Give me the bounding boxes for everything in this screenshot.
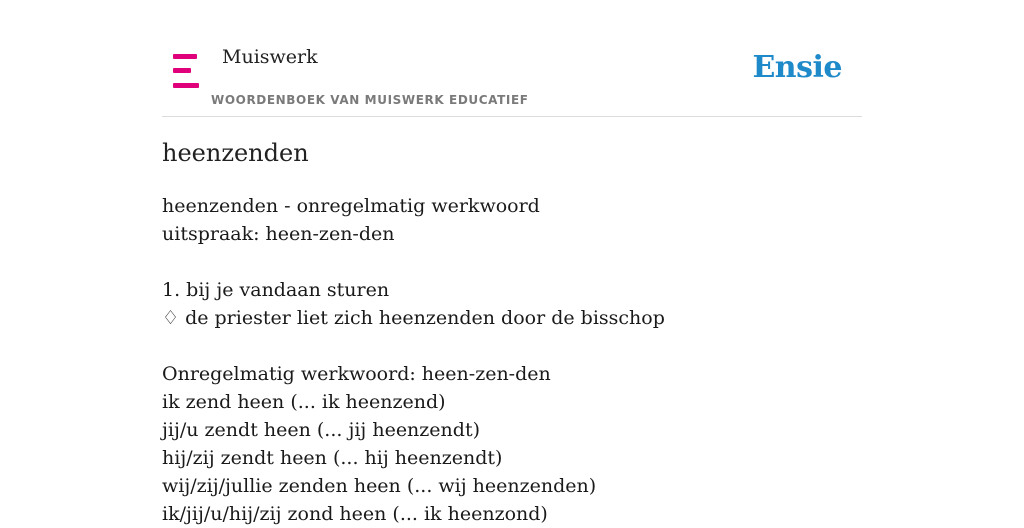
- conjugation-line: wij/zij/jullie zenden heen (... wij heenzenden): [162, 475, 597, 497]
- pronunciation-line: uitspraak: heen-zen-den: [162, 223, 395, 245]
- conjugation-line: ik/jij/u/hij/zij zond heen (... ik heenzond): [162, 503, 548, 525]
- site-header: [162, 0, 862, 117]
- entry-body: [162, 192, 862, 528]
- page: [162, 0, 862, 525]
- brand-subtitle: WOORDENBOEK VAN MUISWERK EDUCATIEF: [211, 93, 529, 107]
- conjugation-header: Onregelmatig werkwoord: heen-zen-den: [162, 363, 551, 385]
- definition-line: heenzenden - onregelmatig werkwoord: [162, 195, 540, 217]
- conjugation-line: hij/zij zendt heen (... hij heenzendt): [162, 447, 503, 469]
- example-line: ♢ de priester liet zich heenzenden door de bisschop: [162, 307, 665, 329]
- muiswerk-logo-icon[interactable]: [173, 54, 201, 88]
- conjugation-line: ik zend heen (... ik heenzend): [162, 391, 446, 413]
- entry-title: heenzenden: [162, 139, 309, 167]
- spacer: [162, 248, 862, 276]
- meaning-line: 1. bij je vandaan sturen: [162, 279, 390, 301]
- brand-name[interactable]: Muiswerk: [222, 46, 318, 68]
- ensie-logo-link[interactable]: Ensie: [752, 50, 842, 85]
- spacer: [162, 332, 862, 360]
- conjugation-line: jij/u zendt heen (... jij heenzendt): [162, 419, 480, 441]
